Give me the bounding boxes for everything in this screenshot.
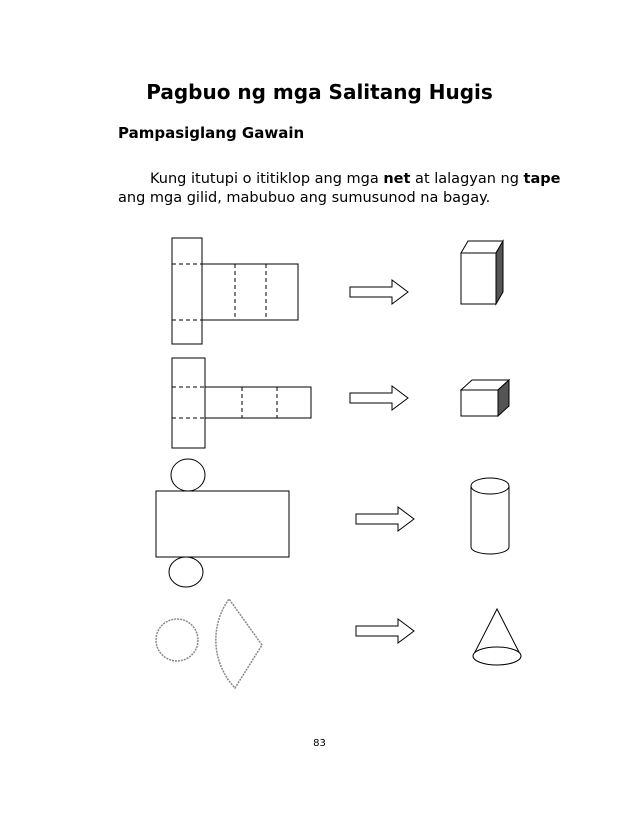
cone-icon	[473, 609, 521, 665]
arrow-icon	[350, 280, 408, 304]
page-title: Pagbuo ng mga Salitang Hugis	[146, 80, 493, 104]
net-cylinder	[156, 459, 289, 587]
arrow-icon	[350, 386, 408, 410]
section-subtitle: Pampasiglang Gawain	[118, 124, 305, 142]
paragraph-text-1: Kung itutupi o ititiklop ang mga	[150, 171, 384, 187]
paragraph-bold-tape: tape	[523, 171, 561, 187]
cylinder-icon	[471, 478, 509, 554]
paragraph-bold-net: net	[383, 171, 411, 187]
net-cone	[156, 599, 262, 688]
paragraph-text-2: at lalagyan ng	[410, 171, 524, 187]
net-rectangular-prism-short	[172, 358, 311, 448]
short-box-icon	[461, 380, 509, 416]
page-number: 83	[313, 738, 326, 749]
tall-box-icon	[461, 241, 503, 304]
paragraph-text-3: ang mga gilid, mabubuo ang sumusunod na bagay.	[118, 190, 491, 206]
arrow-icon	[356, 619, 414, 643]
arrow-icon	[356, 507, 414, 531]
net-rectangular-prism-tall	[172, 238, 298, 344]
